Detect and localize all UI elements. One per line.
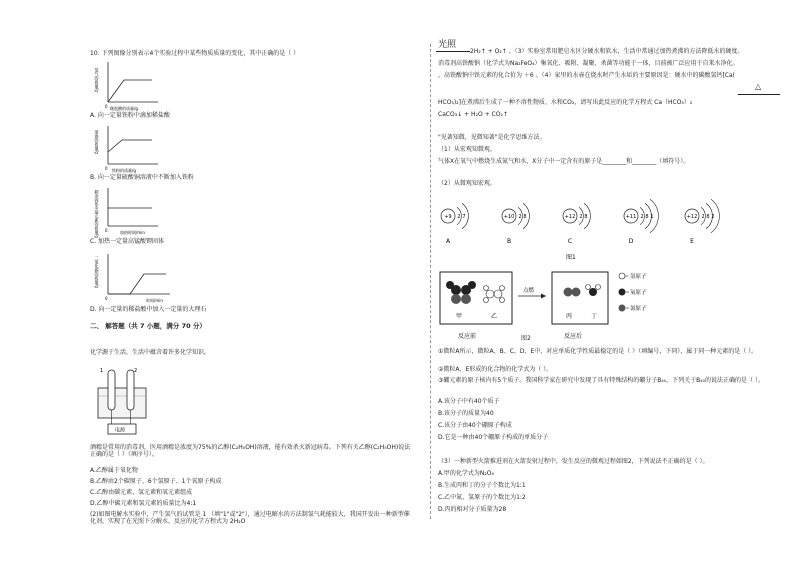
ignite-label: 点燃 — [523, 288, 535, 294]
graph-d-xlabel: 时间/min — [146, 298, 163, 303]
electron-count: 1 — [650, 214, 654, 220]
electron-count: 2 — [457, 214, 461, 220]
graph-a-ylabel: 氢气的质量/g — [94, 68, 100, 92]
graph-d-origin: 0 — [105, 296, 108, 301]
q3-option-b: B.该分子的质量为40 — [438, 410, 494, 417]
atom-label: D — [628, 238, 634, 245]
alcohol-option-d: D.乙醇中碳元素和氢元素的质量比为4:1 — [90, 500, 197, 507]
graph-a-origin: 0 — [105, 104, 108, 109]
electron-count: 2 — [711, 214, 715, 220]
q4-option-b: B.生成丙和丁的分子个数比为1:1 — [438, 482, 526, 489]
micro-question-1: ①微粒A所示，微粒A、B、C、D、E中，对应单质化学性质最稳定的是（ ）（填编号，下同），属于同一种元素的是（ ）。 — [438, 348, 758, 355]
gas-x-question: 气体X在氧气中燃烧生成氮气和水，X分子中一定含有的原子是________和________（填符号）。 — [438, 158, 690, 165]
electron-count: 8 — [584, 214, 588, 220]
atom-d — [624, 199, 658, 245]
micro-question-2: ②微粒A、E形成的化合物的化学式为（ ）。 — [438, 366, 553, 373]
section-heading: 二、 解答题（共 7 小题，满分 70 分） — [90, 322, 206, 330]
rocket-question: （3）一种新型火箭推进剂在火箭发射过程中，发生反应的微观过程如图2，下列说法不正确的是（ ）。 — [438, 458, 709, 465]
alcohol-option-b: B.乙醇由2个碳原子、6个氢原子、1个氧原子构成 — [90, 478, 222, 485]
atom-b — [502, 203, 529, 245]
graph-d-ylabel: 二氧化碳的质量/g — [94, 256, 100, 288]
legend-hydrogen: 氢原子 — [630, 274, 647, 280]
electron-count: 2 — [579, 214, 583, 220]
graph-c-ylabel: 剩余固体中锰元素的质量/g — [94, 190, 100, 238]
equation-bar — [436, 51, 470, 52]
power-label: 电源 — [115, 427, 126, 434]
electron-count: 8 — [523, 214, 527, 220]
graph-c-origin: 0 — [105, 228, 108, 233]
graph-b-origin: 0 — [105, 166, 108, 171]
graph-b-ylabel: 溶液的质量/g — [94, 130, 100, 154]
electrolysis-question: (2)如图电解水实验中，产生氢气的试管是 1 （填"1"或"2"），通过电解水的方法制氢气耗能较大，我国开发出一种新型催化剂，实现了在光照下分解水，反应的化学方程式为 2H₂O — [90, 511, 410, 525]
graph-c — [96, 186, 176, 244]
atom-nucleus-charge: +11 — [625, 214, 637, 220]
after-label: 反应后 — [564, 333, 583, 340]
graph-d — [96, 252, 186, 312]
atom-label: B — [506, 238, 512, 245]
q3-option-d: D.它是一种由40个硼原子构成的单质分子 — [438, 434, 549, 441]
q4-option-a: A.甲的化学式为N₂O₄ — [438, 470, 494, 477]
graph-a-xlabel: 稀盐酸的质量/g — [110, 106, 138, 111]
reaction-diagram — [436, 268, 686, 344]
question-10-stem: 10. 下列图像分别表示4个实验过程中某些物质质量的变化，其中正确的是（ ） — [90, 50, 300, 57]
atom-nucleus-charge: +10 — [503, 214, 515, 220]
heat-bar — [738, 94, 780, 95]
atom-a — [441, 203, 468, 245]
electrolysis-apparatus — [94, 366, 158, 438]
answer-line-4: HCO₃)₂]在煮沸后生成了一种不溶性物质、水和CO₂，请写出此反应的化学方程式 Ca（HCO₃）₂ — [438, 99, 693, 106]
alcohol-option-c: C.乙醇由碳元素、氢元素和氧元素组成 — [90, 489, 193, 496]
option-d: D. 向一定量的稀盐酸中加入一定量的大理石 — [90, 306, 207, 313]
atom-structure-diagrams — [436, 196, 786, 262]
answer-line-3: ，高铁酸钠中铁元素的化合价为 ＋6 。（4）家里的水壶在烧水时产生水垢的主要原因是：硬水中的碳酸氢钙[Ca( — [438, 72, 735, 79]
graph-a — [96, 60, 176, 120]
column-divider — [430, 44, 431, 519]
species-bing: 丙 — [566, 313, 573, 320]
figure-2-caption: 图2 — [521, 335, 531, 342]
figure-1-caption: 图1 — [566, 254, 576, 261]
atom-nucleus-charge: +12 — [564, 214, 576, 220]
electron-count: 7 — [462, 214, 466, 220]
atom-nucleus-charge: +12 — [686, 214, 698, 220]
atom-label: C — [567, 238, 573, 245]
micro-question-3: ③硼元素的原子核内有5个质子。我国科学家在研究中发现了具有特殊结构的硼分子B₄₀，下列关于B₄₀的说法正确的是（ ）。 — [438, 377, 764, 384]
intro-text: 化学源于生活，生活中蕴含着许多化学知识。 — [90, 349, 211, 356]
atom-nucleus-charge: +9 — [444, 214, 452, 220]
legend-nitrogen: 氮原子 — [630, 306, 647, 312]
before-label: 反应前 — [458, 333, 477, 340]
alcohol-option-a: A.乙醇属于氧化物 — [90, 467, 138, 474]
atom-label: E — [690, 238, 694, 245]
heat-symbol: △ — [755, 82, 762, 91]
species-jia: 甲 — [456, 313, 463, 320]
electron-count: 8 — [645, 214, 649, 220]
alcohol-question: 酒精是常用的消毒剂，医用酒精是浓度为75%的乙醇(C₂H₅OH)溶液，能有效杀灭新冠病毒。下列有关乙醇(C₂H₅OH)说法正确的是（ ）（填序号）。 — [90, 444, 411, 458]
light-condition: 光照 — [438, 40, 457, 50]
micro-intro: "见著知微，见微知著"是化学思维方法。 — [438, 134, 546, 141]
electron-count: 2 — [518, 214, 522, 220]
option-a: A. 向一定量铁粉中滴加稀盐酸 — [90, 112, 170, 119]
tube-2-label: 2 — [134, 368, 138, 374]
answer-line-2: 消毒剂高铁酸钠（化学式为Na₂FeO₄）集氧化、吸附、凝聚、杀菌等功能于一体，目前被广泛应用于自来水净化。 — [438, 60, 739, 67]
micro-to-macro: （2）从微观知宏观。 — [438, 180, 496, 187]
electron-count: 2 — [701, 214, 705, 220]
atom-label: A — [445, 238, 451, 245]
species-yi: 乙 — [491, 313, 498, 320]
q4-option-d: D.丙的相对分子质量为28 — [438, 506, 507, 513]
macro-to-micro: （1）从宏观知微观。 — [438, 146, 496, 153]
q3-option-a: A.该分子中有40个质子 — [438, 398, 500, 405]
answer-line-1: 2H₂↑ + O₂↑ 。（3）实验室常用肥皂水区分硬水和软水，生活中常通过加热煮沸的方法降低水的硬度。 — [470, 48, 744, 55]
option-b: B. 向一定量硫酸铜溶液中不断加入铁粉 — [90, 174, 194, 181]
atom-e — [685, 199, 719, 245]
answer-line-5: CaCO₃↓ + H₂O + CO₂↑ — [438, 111, 508, 118]
species-ding: 丁 — [591, 313, 598, 320]
tube-1-label: 1 — [100, 368, 104, 374]
legend-oxygen: 氧原子 — [630, 290, 647, 296]
atom-c — [563, 203, 590, 245]
electron-count: 2 — [640, 214, 644, 220]
q4-option-c: C.乙中氮、氢原子的个数比为1:2 — [438, 494, 526, 501]
option-c: C. 加热一定量高锰酸钾固体 — [90, 238, 165, 245]
graph-b-xlabel: 铁粉的质量/g — [112, 168, 136, 173]
graph-c-xlabel: 加热时间/min — [120, 230, 145, 235]
q3-option-c: C.该分子由40个硼原子构成 — [438, 422, 512, 429]
electron-count: 8 — [706, 214, 710, 220]
